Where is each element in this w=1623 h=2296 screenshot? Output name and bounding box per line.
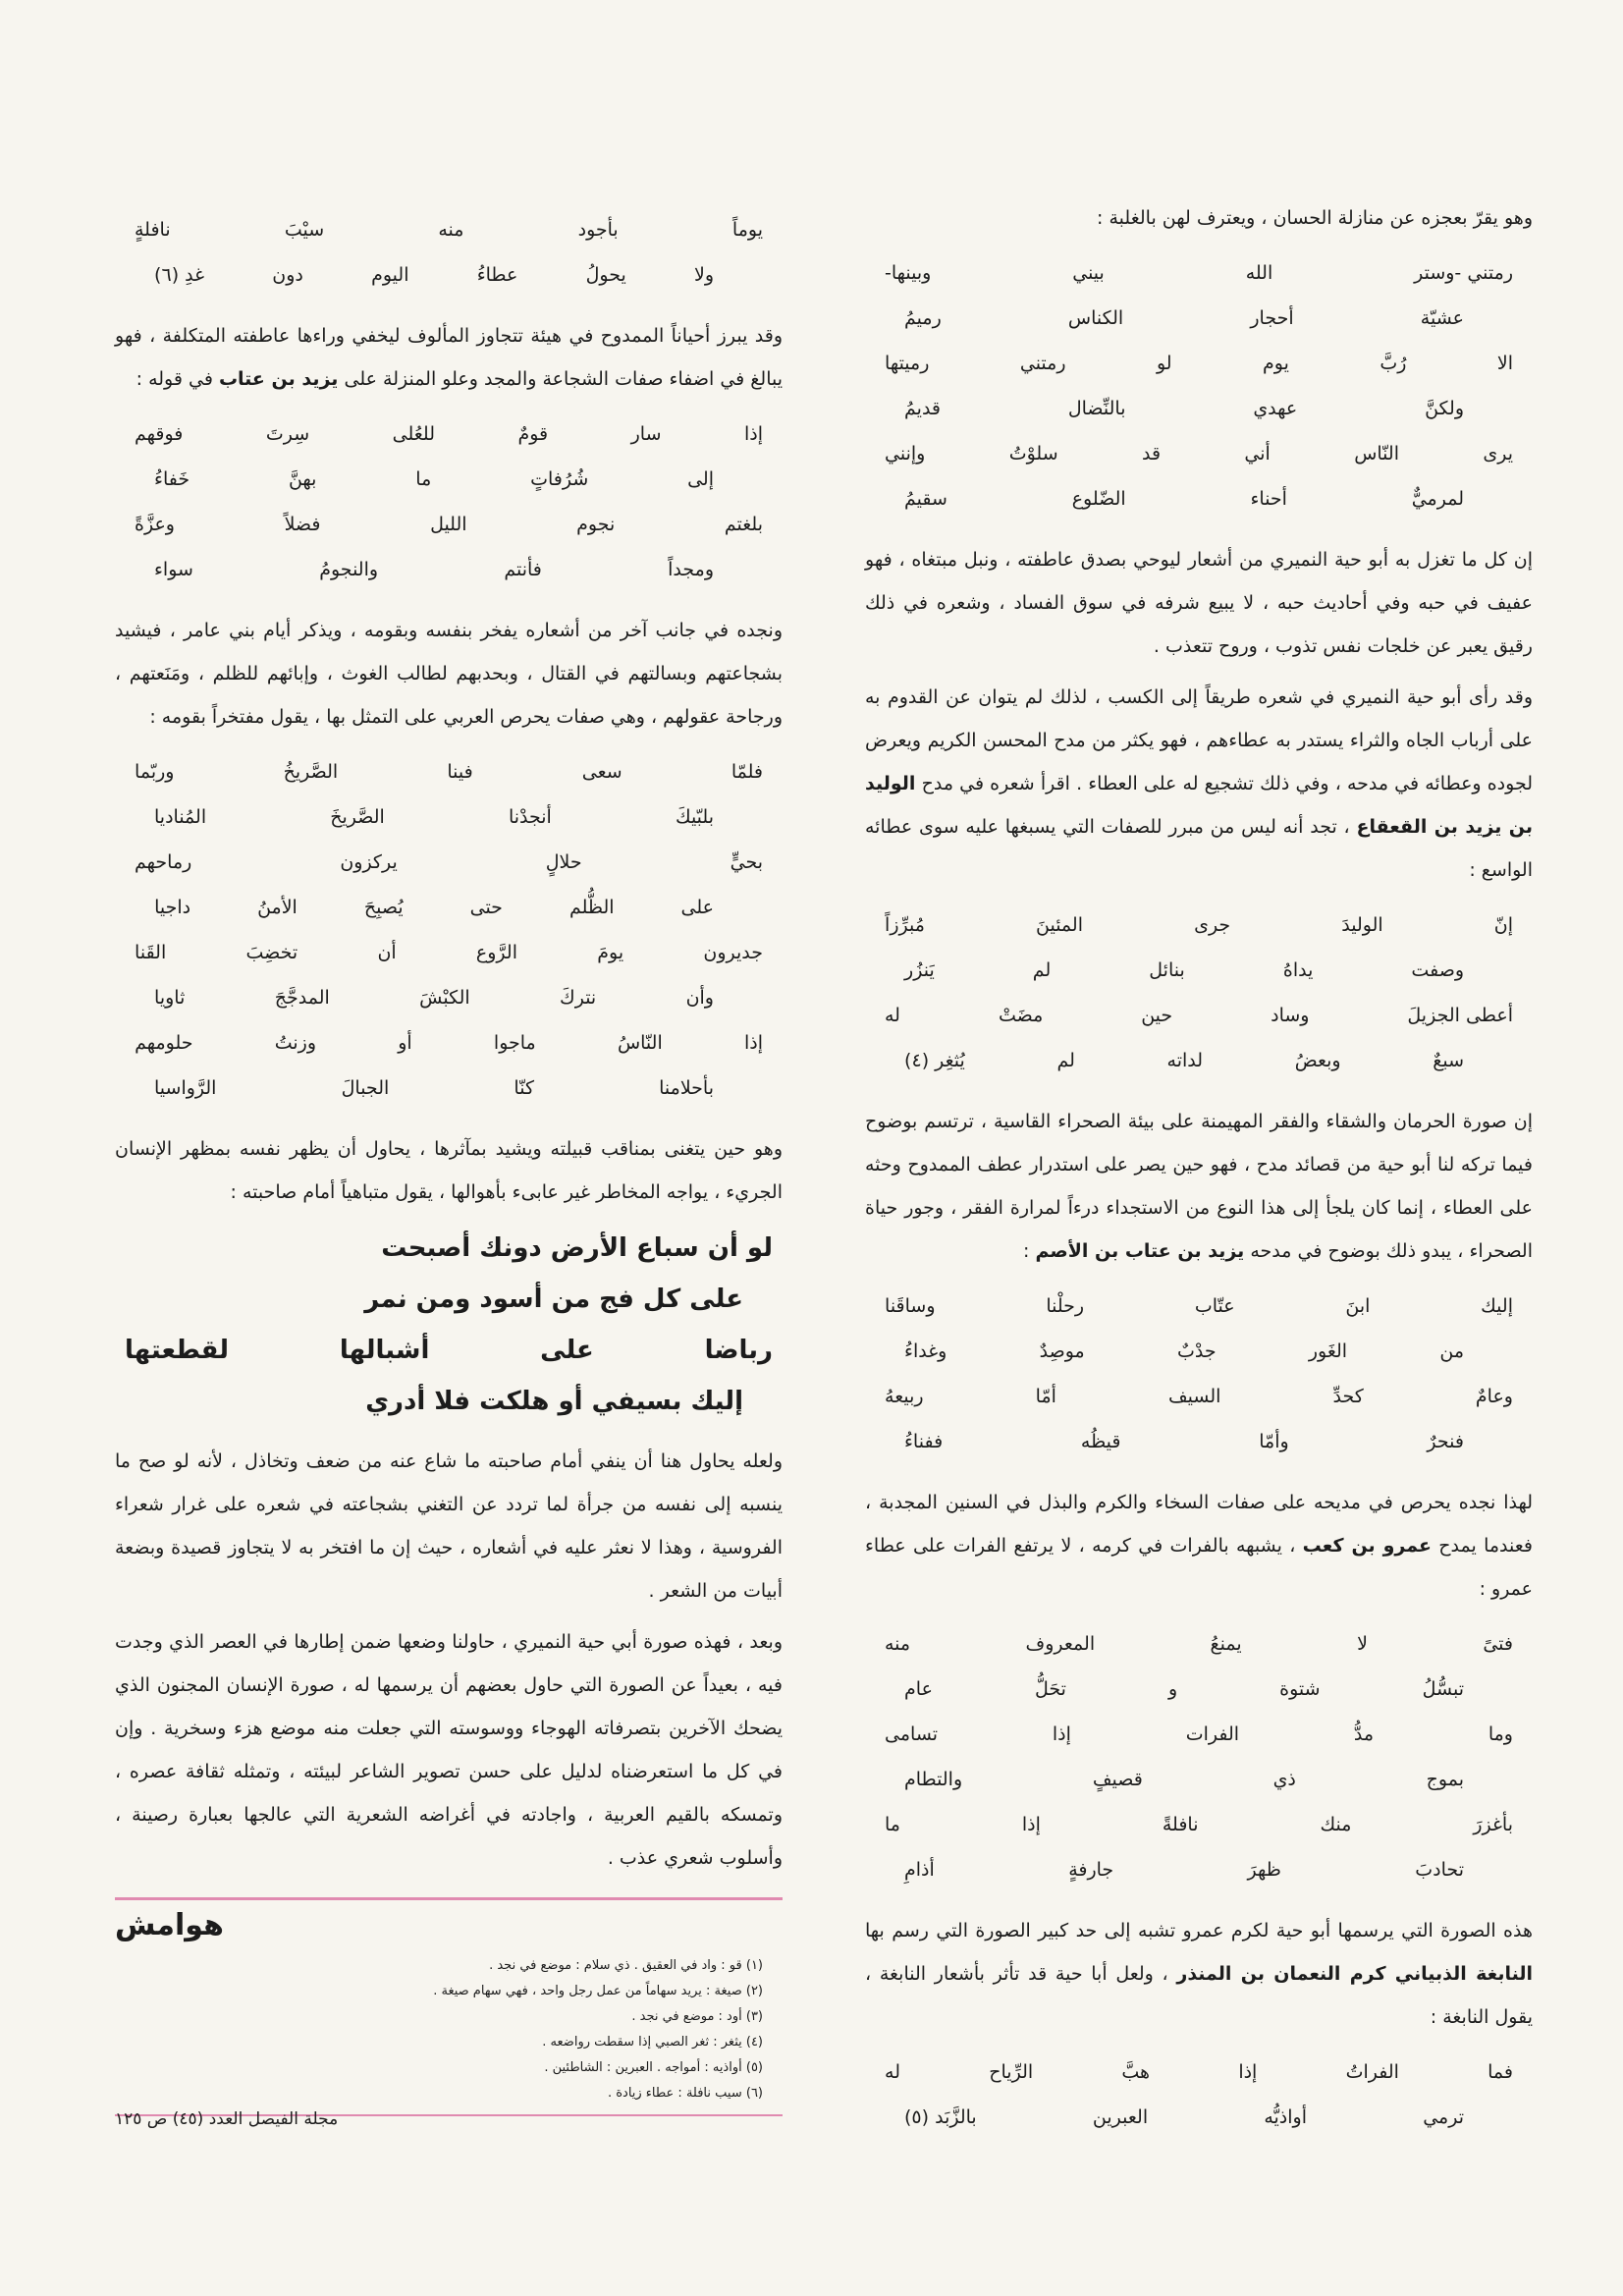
verse-line (115, 1066, 783, 1110)
verse-word: بموج (1426, 1769, 1464, 1790)
person-name: عمرو بن كعب (1302, 1535, 1432, 1557)
verse-word: إلى (687, 468, 714, 490)
verse-word: الرَّواسيا (154, 1077, 217, 1099)
verse-line (865, 1420, 1533, 1463)
verse-word: وعامٌ (1475, 1386, 1513, 1407)
verse-line (115, 976, 783, 1019)
verse-word: يركزون (340, 851, 398, 873)
verse-word: أواذيُّه (1264, 2106, 1307, 2128)
verse-line (865, 297, 1533, 340)
verse-word: عطاءُ (476, 264, 518, 286)
verse-word: فأنتم (504, 559, 542, 580)
verse-word: يحولُ (585, 264, 626, 286)
poem-1 (865, 251, 1533, 520)
verse-word: الرَّوع (475, 942, 517, 963)
verse-line (115, 1224, 783, 1273)
verse-line (865, 1622, 1533, 1666)
right-column (865, 196, 1533, 2157)
verse-word: سيْبَ (284, 219, 325, 241)
verse-word: يومَ (597, 942, 624, 963)
verse-word: الكناس (1067, 307, 1124, 329)
verse-word: مضَتْ (998, 1005, 1044, 1026)
verse-word: لمرميٌّ (1411, 488, 1464, 510)
verse-word: منه (885, 1633, 911, 1655)
verse-line (115, 1275, 783, 1324)
verse-line (115, 931, 783, 974)
verse-word: رمتني -وستر (1414, 262, 1513, 284)
verse-word: أني (1244, 443, 1271, 465)
verse-word: سبعٌ (1433, 1050, 1464, 1071)
verse-word: رباضا (704, 1336, 773, 1365)
verse-word: نجوم (576, 514, 616, 535)
verse-word: حين (1141, 1005, 1173, 1026)
paragraph-6-text-b: في قوله : (135, 368, 213, 390)
paragraph-3-text-b: : (1022, 1240, 1030, 1262)
verse-line (115, 253, 783, 297)
verse-word: أنجدْنا (508, 806, 552, 828)
poem-5 (865, 2050, 1533, 2139)
person-name: النابغة الذبياني كرم النعمان بن المنذر (1176, 1963, 1533, 1985)
verse-word: يوماً (731, 219, 763, 241)
verse-word: رميمُ (904, 307, 942, 329)
footnotes (115, 1953, 783, 2106)
verse-word: إذا (1021, 1814, 1041, 1835)
verse-word: النّاسُ (617, 1032, 663, 1054)
verse-line (865, 342, 1533, 385)
verse-word: الضّلوع (1071, 488, 1126, 510)
verse-word: سواء (154, 559, 193, 580)
verse-word: حتى (469, 897, 503, 918)
verse-word: وساقَنا (885, 1295, 936, 1317)
verse-word: ولا (693, 264, 714, 286)
intro-paragraph: وهو يقرّ بعجزه عن منازلة الحسان ، ويعترف لهن بالغلبة : (1097, 207, 1533, 229)
poem-8 (115, 750, 783, 1110)
verse-word: يوم (1263, 353, 1289, 374)
verse-word: تحَلُّ (1034, 1678, 1066, 1700)
verse-word: ابنَ (1345, 1295, 1371, 1317)
verse-word: إنّ (1493, 914, 1513, 936)
verse-word: رحلْنا (1046, 1295, 1085, 1317)
verse-line (115, 1021, 783, 1065)
person-name: يزيد بن عتاب بن الأصم (1035, 1240, 1245, 1262)
verse-word: وأمّا (1259, 1431, 1289, 1452)
verse-line (865, 1667, 1533, 1711)
verse-word: الرِّياح (989, 2061, 1034, 2083)
verse-word: يُصبِحَ (363, 897, 404, 918)
verse-word: جرى (1194, 914, 1231, 936)
verse-word: وعزَّةً (135, 514, 175, 535)
verse-word: الأمنُ (257, 897, 298, 918)
verse-word: بلبّيكَ (675, 806, 714, 828)
verse-word: بلغتم (724, 514, 763, 535)
verse-word: لم (1032, 959, 1052, 981)
verse-word: بأغزرَ (1473, 1814, 1513, 1835)
verse-word: جارفةٍ (1068, 1859, 1114, 1881)
verse-word: نافلةٍ (135, 219, 171, 241)
verse-word: نافلةً (1162, 1814, 1199, 1835)
poem-3 (865, 1285, 1533, 1463)
verse-word: رميتها (885, 353, 930, 374)
verse-word: يداهُ (1282, 959, 1314, 981)
verse-word: سلوْتُ (1008, 443, 1058, 465)
verse-word: هبَّ (1121, 2061, 1151, 2083)
verse-word: سار (630, 423, 662, 445)
verse-word: بالنِّضال (1067, 398, 1126, 419)
footnote: (٣) أود : موضع في نجد . (631, 2009, 763, 2024)
person-name: الوليد بن يزيد بن القعقاع (865, 773, 1533, 838)
verse-word: غدِ (٦) (154, 264, 205, 286)
verse-word: وبينها- (885, 262, 932, 284)
verse-line (115, 1326, 783, 1375)
paragraph-2 (865, 676, 1533, 892)
verse-word: سِرتَ (265, 423, 310, 445)
footnote: (١) قو : واد في العقيق . ذي سلام : موضع في نجد . (489, 1958, 763, 1973)
verse-word: أحجار (1250, 307, 1294, 329)
verse-word: من (1439, 1340, 1464, 1362)
verse-line (865, 949, 1533, 992)
verse-word: السيف (1168, 1386, 1221, 1407)
paragraph-5-text-b: ، ولعل أبا حية قد تأثر بأشعار النابغة ، يقول النابغة : (865, 1963, 1533, 2028)
verse-line (865, 2050, 1533, 2094)
verse-word: إليك بسيفي أو هلكت فلا أدري (365, 1387, 743, 1416)
verse-line (865, 994, 1533, 1037)
verse-word: وزنتُ (274, 1032, 317, 1054)
verse-word: المئينَ (1036, 914, 1083, 936)
verse-word: قصيفٍ (1092, 1769, 1143, 1790)
verse-word: الفراتُ (1345, 2061, 1399, 2083)
verse-word: الفرات (1185, 1723, 1240, 1745)
paragraph-10: وبعد ، فهذه صورة أبي حية النميري ، حاولنا وضعها ضمن إطارها في العصر الذي وجدت فيه ، بعيداً عن الصورة التي حاول بعضهم أن يرسمها له ، صورة الإنسان المجنون الذي يضحك الآخرين بتصرفاته الهوجاء ووسوسته التي جعلت منه موضع هزء وسخرية . وإن في كل ما استعرضناه لدليل على حسن تصوير الشاعر لبيئته ، وتمثله ثقافة عصره ، وتمسكه بالقيم العربية ، واجادته في أغراضه الشعرية التي عالجها بعبارة رصينة ، وأسلوب شعري عذب . (115, 1631, 783, 1869)
verse-word: أن (377, 942, 397, 963)
verse-word: الصَّريخُ (283, 761, 339, 783)
verse-line (865, 1375, 1533, 1418)
verse-word: لو أن سباع الأرض دونك أصبحت (381, 1233, 773, 1263)
verse-word: أذامِ (904, 1859, 935, 1881)
verse-word: و (1167, 1678, 1178, 1700)
poem-4 (865, 1622, 1533, 1891)
verse-word: أحناء (1250, 488, 1287, 510)
verse-word: ومجداً (668, 559, 714, 580)
verse-word: أمّا (1035, 1386, 1056, 1407)
verse-word: لا (1357, 1633, 1368, 1655)
paragraph-5 (865, 1909, 1533, 2039)
verse-line (865, 1039, 1533, 1082)
verse-word: لداته (1166, 1050, 1204, 1071)
verse-line (865, 2096, 1533, 2139)
verse-line (115, 795, 783, 839)
verse-word: بنائل (1149, 959, 1185, 981)
verse-word: دون (272, 264, 303, 286)
poem-2 (865, 903, 1533, 1082)
page-footer: مجلة الفيصل العدد (٤٥) ص ١٢٥ (115, 2109, 339, 2129)
verse-word: إذا (743, 423, 763, 445)
verse-word: له (885, 1005, 900, 1026)
verse-word: والتطام (904, 1769, 963, 1790)
verse-word: مُبرِّزاً (885, 914, 925, 936)
verse-word: ترمي (1423, 2106, 1464, 2128)
verse-line (115, 548, 783, 591)
verse-word: ماجوا (493, 1032, 536, 1054)
verse-line (865, 903, 1533, 947)
footnote: (٥) أواذيه : أمواجه . العبرين : الشاطئين . (544, 2060, 763, 2075)
verse-word: مدُّ (1353, 1723, 1375, 1745)
verse-word: فنحرٌ (1427, 1431, 1464, 1452)
verse-word: أو (398, 1032, 412, 1054)
verse-word: الصَّريخَ (330, 806, 385, 828)
verse-word: المدجَّجَ (274, 987, 330, 1009)
verse-word: تبسُّلُ (1422, 1678, 1464, 1700)
verse-word: فوقهم (135, 423, 184, 445)
verse-word: بأحلامنا (659, 1077, 714, 1099)
verse-word: بيني (1072, 262, 1105, 284)
verse-word: أعطى الجزيلَ (1407, 1005, 1513, 1026)
verse-line (865, 432, 1533, 475)
verse-line (115, 412, 783, 456)
verse-word: وأن (685, 987, 714, 1009)
verse-line (115, 1377, 783, 1426)
paragraph-6-text-a: وقد يبرز أحياناً الممدوح في هيئة تتجاوز المألوف ليخفي وراءها عاطفته المتكلفة ، فهو يبالغ في اضفاء صفات الشجاعة والمجد وعلو المنزلة على (115, 325, 783, 390)
verse-word: الا (1496, 353, 1513, 374)
verse-word: والنجومُ (319, 559, 379, 580)
verse-word: إذا (1052, 1723, 1071, 1745)
verse-word: سقيمُ (904, 488, 947, 510)
notes-divider (115, 1897, 783, 1900)
verse-word: ما (415, 468, 432, 490)
verse-line (865, 1758, 1533, 1801)
verse-word: ما (885, 1814, 900, 1835)
verse-line (115, 458, 783, 501)
verse-word: قومٌ (517, 423, 549, 445)
verse-word: القَنا (135, 942, 167, 963)
verse-word: بحيٍّ (730, 851, 763, 873)
verse-word: نتركَ (560, 987, 597, 1009)
verse-line (865, 387, 1533, 430)
verse-word: قد (1142, 443, 1162, 465)
paragraph-7: ونجده في جانب آخر من أشعاره يفخر بنفسه وبقومه ، ويذكر أيام بني عامر ، فيشيد بشجاعتهم وبسالتهم في القتال ، وبحدبهم لطالب الغوث ، وإبائهم للظلم ، ومَنَعتهم ، ورجاحة عقولهم ، وهي صفات يحرص العربي على التمثل بها ، يقول مفتخراً بقومه : (115, 620, 783, 728)
verse-word: الوليدَ (1341, 914, 1383, 936)
verse-word: عشيّة (1420, 307, 1464, 329)
verse-word: رماحهم (135, 851, 192, 873)
verse-word: إذا (1238, 2061, 1258, 2083)
paragraph-4-text-a: لهذا نجده يحرص في مديحه على صفات السخاء والكرم والبذل في السنين المجدبة ، فعندما يمدح (865, 1492, 1533, 1557)
verse-word: قيظُه (1080, 1431, 1121, 1452)
verse-word: سعى (581, 761, 622, 783)
verse-word: ربيعهُ (885, 1386, 924, 1407)
footnote: (٦) سيب نافلة : عطاء زيادة . (607, 2086, 763, 2101)
verse-word: جدْبٌ (1176, 1340, 1217, 1362)
paragraph-5-text-a: هذه الصورة التي يرسمها أبو حية لكرم عمرو تشبه إلى حد كبير الصورة التي رسم بها (865, 1920, 1533, 1941)
verse-word: عام (904, 1678, 933, 1700)
verse-word: ولكنَّ (1425, 398, 1464, 419)
verse-line (865, 1713, 1533, 1756)
verse-word: ثاويا (154, 987, 186, 1009)
verse-word: حلومهم (135, 1032, 193, 1054)
verse-line (115, 886, 783, 929)
verse-word: على (680, 897, 714, 918)
verse-word: للعُلى (392, 423, 435, 445)
verse-word: تحادبَ (1415, 1859, 1464, 1881)
verse-word: بهنَّ (288, 468, 317, 490)
verse-word: ذي (1272, 1769, 1296, 1790)
verse-word: كنّا (514, 1077, 534, 1099)
verse-word: الظُّلم (568, 897, 615, 918)
verse-word: بالزَّبَد (٥) (904, 2106, 977, 2128)
verse-word: موصِدٌ (1039, 1340, 1085, 1362)
paragraph-2-text-b: ، تجد أنه ليس من مبرر للصفات التي يسبغها عليه سوى عطائه الواسع : (865, 816, 1533, 881)
verse-word: رمتني (1019, 353, 1066, 374)
verse-word: الليل (430, 514, 467, 535)
left-column (115, 196, 783, 2116)
verse-line (115, 750, 783, 793)
verse-word: اليوم (371, 264, 409, 286)
verse-word: شتوة (1279, 1678, 1321, 1700)
paragraph-2-text-a: وقد رأى أبو حية النميري في شعره طريقاً إلى الكسب ، لذلك لم يتوان عن القدوم به على أرباب الجاه والثراء يستدر به عطاءهم ، فهو يكثر من مدح المحسن الكريم ويعرض لجوده وعطائه في مدحه ، وفي ذلك تشجيع له على العطاء . اقرأ شعره في مدح (865, 686, 1533, 794)
paragraph-9: ولعله يحاول هنا أن ينفي أمام صاحبته ما شاع عنه من ضعف وتخاذل ، لأنه لو صح ما ينسبه إلى نفسه من جرأة لما تردد عن التغني بشجاعته في شعره على غرار شعراء الفروسية ، وهذا لا نعثر عليه في أشعاره ، حيث إن ما افتخر به لا يتجاوز قصيدة وبضعة أبيات من الشعر . (115, 1450, 783, 1602)
verse-word: وإنني (885, 443, 926, 465)
poem-6 (115, 208, 783, 297)
verse-word: جديرون (703, 942, 763, 963)
verse-line (115, 841, 783, 884)
paragraph-3-text-a: إن صورة الحرمان والشقاء والفقر المهيمنة على بيئة الصحراء القاسية ، ترتسم بوضوح فيما تركه لنا أبو حية من قصائد مدح ، فهو حين يصر على استدرار عطف الممدوح وحثه على العطاء ، إنما كان يلجأ إلى هذا النوع من الاستجداء درءاً لمرارة الفقر ، وجور حياة الصحراء ، يبدو ذلك بوضوح في مدحه (865, 1111, 1533, 1262)
verse-line (865, 1803, 1533, 1846)
poem-7 (115, 412, 783, 591)
verse-word: فلمّا (730, 761, 763, 783)
verse-word: المعروف (1025, 1633, 1096, 1655)
verse-word: فتىً (1483, 1633, 1513, 1655)
verse-word: أشبالها (339, 1336, 430, 1365)
paragraph-6 (115, 314, 783, 401)
footnote: (٤) يثغر : ثغر الصبي إذا سقطت رواضعه . (542, 2035, 763, 2050)
verse-word: إذا (743, 1032, 763, 1054)
verse-word: خَفاءُ (154, 468, 190, 490)
verse-word: على كل فج من أسود ومن نمر (364, 1285, 743, 1314)
verse-word: يُثغِر (٤) (904, 1050, 965, 1071)
verse-word: يَنزُر (904, 959, 935, 981)
verse-line (865, 1285, 1533, 1328)
verse-line (865, 251, 1533, 295)
verse-line (115, 503, 783, 546)
verse-word: المُناديا (154, 806, 207, 828)
verse-word: فما (1488, 2061, 1513, 2083)
verse-word: إليك (1481, 1295, 1513, 1317)
paragraph-3 (865, 1100, 1533, 1273)
footnote: (٢) صيغة : يريد سهاماً من عمل رجل واحد ، فهي سهام صيغة . (433, 1984, 763, 1998)
verse-word: وساد (1271, 1005, 1310, 1026)
verse-line (865, 1848, 1533, 1891)
verse-word: ففناءُ (904, 1431, 944, 1452)
verse-word: رُبَّ (1380, 353, 1407, 374)
verse-word: وربّما (135, 761, 175, 783)
poem-9 (115, 1224, 783, 1426)
verse-line (865, 1330, 1533, 1373)
verse-word: منه (438, 219, 464, 241)
verse-word: على (540, 1336, 594, 1365)
paragraph-1: إن كل ما تغزل به أبو حية النميري من أشعار ليوحي بصدق عاطفته ، ونبل مبتغاه ، فهو عفيف في حبه وفي أحاديث حبه ، لا يبيع شرفه في سوق الفساد ، وشعره في ذلك رقيق يعبر عن خلجات نفس تذوب ، وروح تتعذب . (865, 549, 1533, 657)
verse-word: الكبْشَ (419, 987, 470, 1009)
verse-word: الغَور (1308, 1340, 1348, 1362)
verse-word: داجيا (154, 897, 191, 918)
verse-word: يمنعُ (1210, 1633, 1242, 1655)
verse-word: الله (1245, 262, 1273, 284)
verse-word: وبعضُ (1294, 1050, 1341, 1071)
verse-word: العبرين (1092, 2106, 1149, 2128)
verse-word: وغداءُ (904, 1340, 947, 1362)
verse-word: وما (1488, 1723, 1513, 1745)
verse-word: فضلاً (284, 514, 321, 535)
verse-word: يرى (1483, 443, 1513, 465)
paragraph-4 (865, 1481, 1533, 1611)
verse-word: لم (1056, 1050, 1075, 1071)
verse-word: تخضِبَ (245, 942, 298, 963)
verse-word: قديمُ (904, 398, 942, 419)
verse-word: عهدي (1253, 398, 1298, 419)
verse-word: وصفت (1411, 959, 1464, 981)
verse-word: عتّاب (1194, 1295, 1235, 1317)
paragraph-8: وهو حين يتغنى بمناقب قبيلته ويشيد بمآثرها ، يحاول أن يظهر نفسه بمظهر الإنسان الجريء ، يواجه المخاطر غير عابىء بأهوالها ، يقول متباهياً أمام صاحبته : (115, 1138, 783, 1203)
verse-line (115, 208, 783, 251)
verse-word: لو (1156, 353, 1172, 374)
verse-word: حلالٍ (545, 851, 582, 873)
verse-word: بأجود (577, 219, 619, 241)
verse-word: لقطعتها (125, 1336, 230, 1365)
verse-word: النّاس (1354, 443, 1399, 465)
verse-word: كحدِّ (1332, 1386, 1364, 1407)
verse-word: ظهرَ (1247, 1859, 1281, 1881)
verse-word: شُرُفاتٍ (530, 468, 589, 490)
notes-title: هوامش (115, 1908, 224, 1942)
verse-word: الجبالَ (341, 1077, 390, 1099)
verse-word: له (885, 2061, 901, 2083)
verse-word: منك (1320, 1814, 1352, 1835)
verse-line (865, 477, 1533, 520)
verse-word: فينا (447, 761, 473, 783)
verse-word: تسامى (885, 1723, 939, 1745)
person-name: يزيد بن عتاب (218, 368, 339, 390)
paragraph-4-text-b: ، يشبهه بالفرات في كرمه ، لا يرتفع الفرات على عطاء عمرو : (865, 1535, 1533, 1600)
